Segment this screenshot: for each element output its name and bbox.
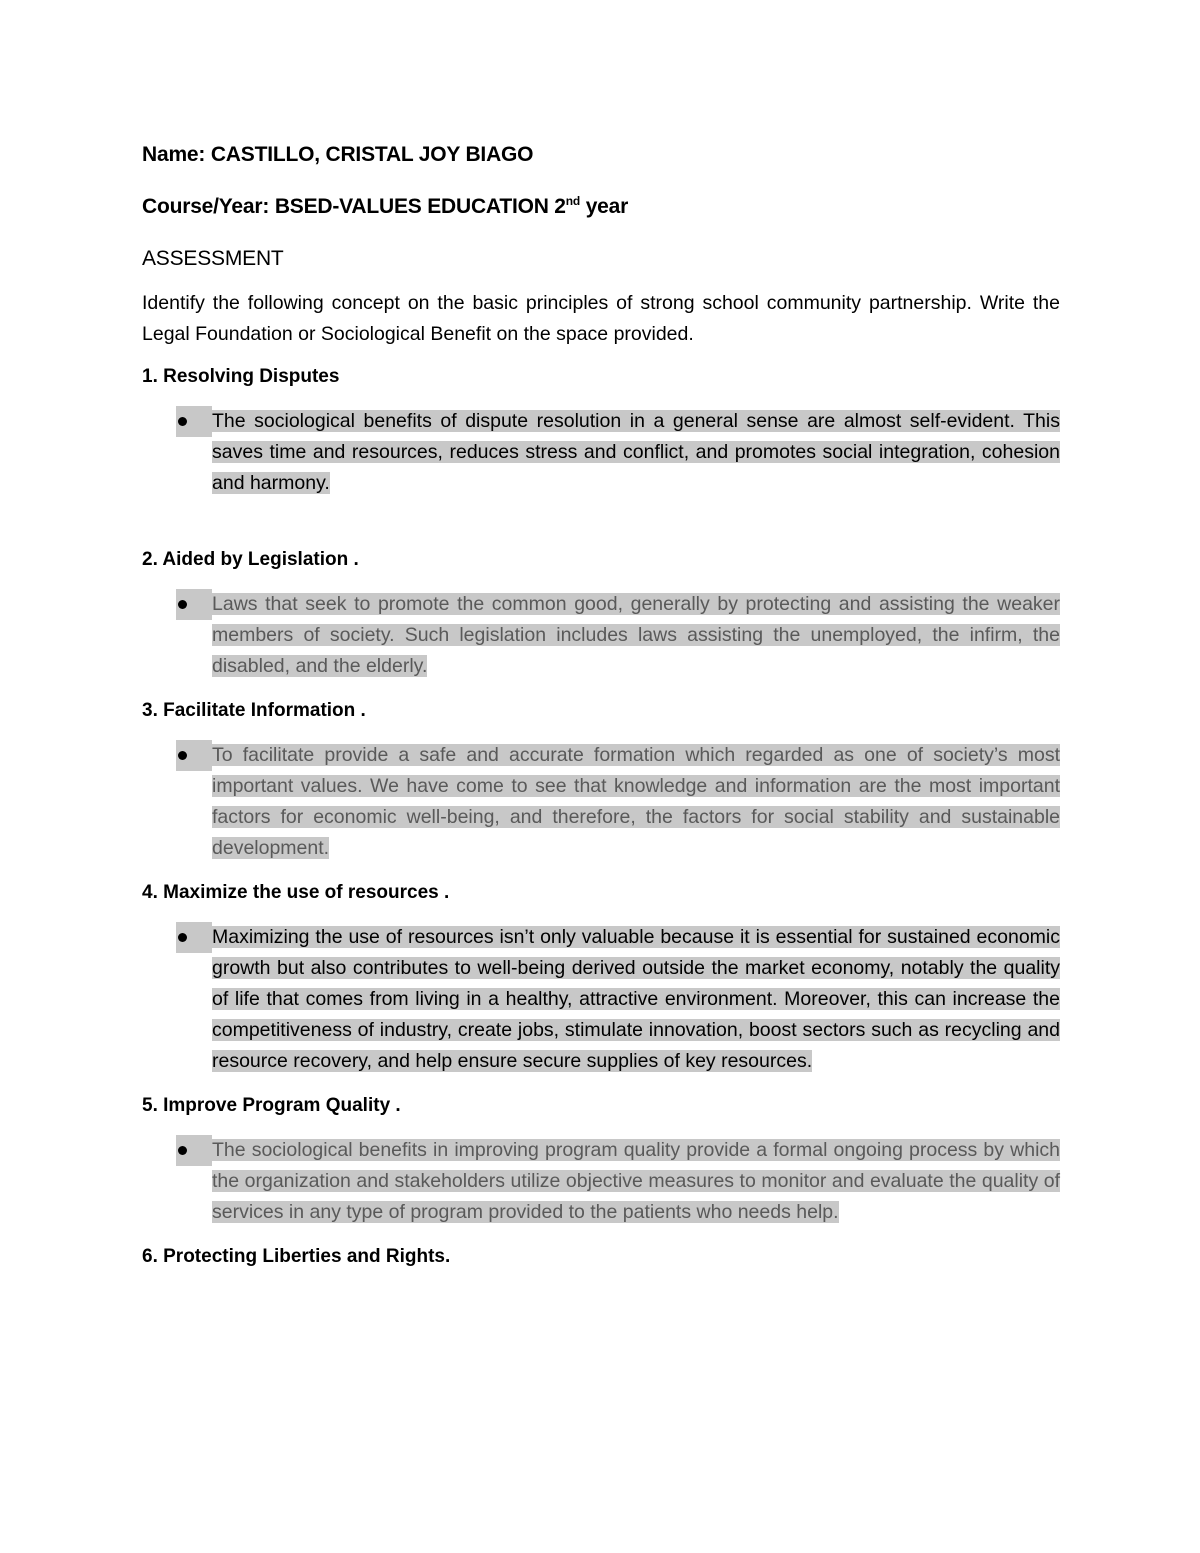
bullet-icon [176, 589, 212, 620]
answer-3-text: To facilitate provide a safe and accurate formation which regarded as one of society’s most important values. We have come to see that knowledge and information are the most important factors for economic well-being, and therefore, the factors for social stability and sustainable development. [212, 744, 1060, 859]
course-value: BSED-VALUES EDUCATION 2 [274, 195, 566, 218]
course-year-line [142, 192, 1060, 222]
answer-5 [212, 1135, 1060, 1228]
student-name-line [142, 140, 1060, 170]
course-label: Course/Year: [142, 195, 270, 218]
answer-3 [212, 740, 1060, 864]
bullet-icon [176, 406, 212, 437]
answer-4-text: Maximizing the use of resources isn’t only valuable because it is essential for sustained economic growth but also contributes to well-being derived outside the market economy, notably the quality of life that comes from living in a healthy, attractive environment. Moreover, this can increase the competitiveness of industry, create jobs, stimulate innovation, boost sectors such as recycling and resource recovery, and help ensure secure supplies of key resources. [212, 926, 1060, 1072]
name-label: Name: [142, 143, 206, 166]
question-3: 3. Facilitate Information . [142, 700, 366, 721]
answer-5-text: The sociological benefits in improving program quality provide a formal ongoing process by which the organization and stakeholders utilize objective measures to monitor and evaluate the quality of services in any type of program provided to the patients who needs help. [212, 1139, 1060, 1223]
course-superscript: nd [565, 194, 581, 208]
answer-4 [212, 922, 1060, 1077]
question-5: 5. Improve Program Quality . [142, 1095, 401, 1116]
answer-1 [212, 406, 1060, 499]
answer-2 [212, 589, 1060, 682]
instructions: Identify the following concept on the basic principles of strong school community partnership. Write the Legal Foundation or Sociological Benefit on the space provided. [142, 292, 1060, 345]
course-suffix: year [580, 195, 629, 218]
bullet-icon [176, 922, 212, 953]
assessment-title: ASSESSMENT [142, 247, 284, 270]
answer-1-text: The sociological benefits of dispute resolution in a general sense are almost self-evident. This saves time and resources, reduces stress and conflict, and promotes social integration, cohesion and harmony. [212, 410, 1060, 494]
question-1: 1. Resolving Disputes [142, 366, 340, 387]
question-6: 6. Protecting Liberties and Rights. [142, 1246, 451, 1267]
answer-2-text: Laws that seek to promote the common good, generally by protecting and assisting the weaker members of society. Such legislation includes laws assisting the unemployed, the infirm, the disabled, and the elderly. [212, 593, 1060, 677]
name-value: CASTILLO, CRISTAL JOY BIAGO [210, 143, 534, 166]
question-4: 4. Maximize the use of resources . [142, 882, 450, 903]
bullet-icon [176, 1135, 212, 1166]
bullet-icon [176, 740, 212, 771]
document-page [142, 140, 1060, 1272]
question-2: 2. Aided by Legislation . [142, 549, 359, 570]
